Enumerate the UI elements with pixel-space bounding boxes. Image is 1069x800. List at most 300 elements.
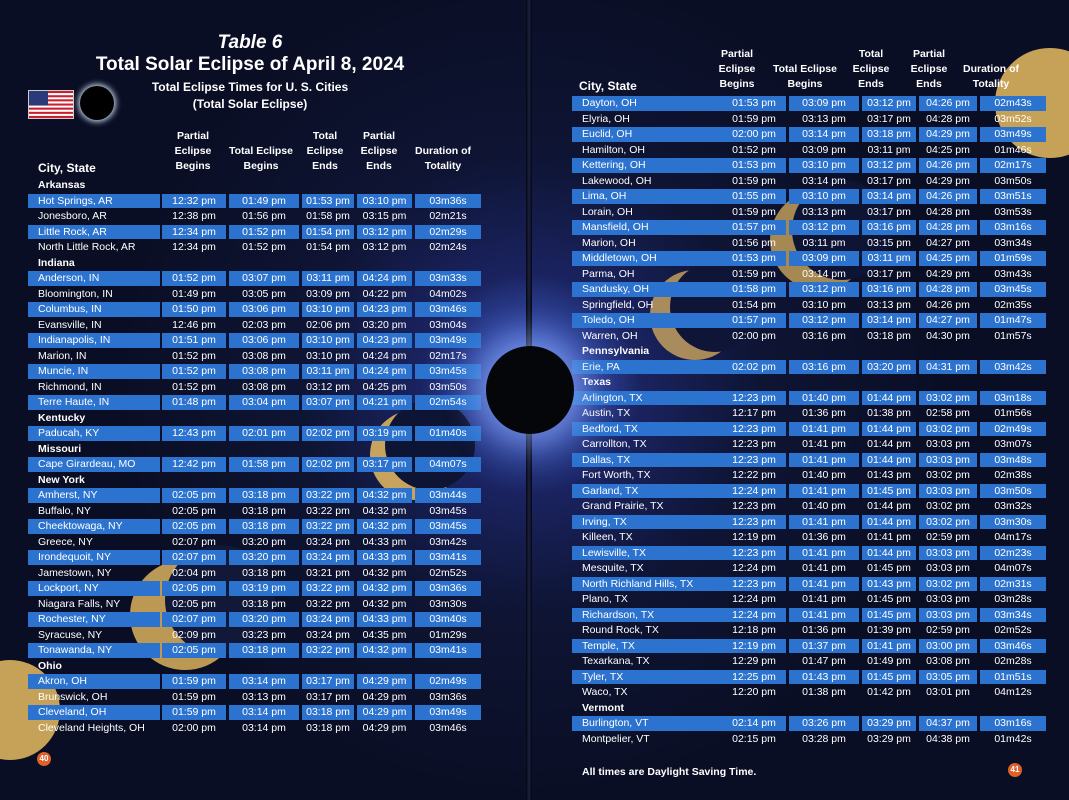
duration: 03m16s xyxy=(980,716,1046,731)
total-end: 03:18 pm xyxy=(302,705,354,720)
partial-begin: 12:23 pm xyxy=(722,422,786,437)
partial-end: 04:28 pm xyxy=(926,112,970,125)
duration: 03m46s xyxy=(415,302,481,317)
partial-begin: 01:59 pm xyxy=(732,112,776,125)
city-name: Greece, NY xyxy=(38,535,93,548)
partial-begin: 01:51 pm xyxy=(162,333,226,348)
city-name: Hot Springs, AR xyxy=(28,194,160,209)
total-begin: 03:09 pm xyxy=(789,251,859,266)
header-col-5: Duration of Totality xyxy=(415,145,471,172)
city-name: Lewisville, TX xyxy=(572,546,722,561)
total-begin: 01:36 pm xyxy=(802,531,846,543)
partial-end: 04:28 pm xyxy=(926,205,970,218)
city-name: Dayton, OH xyxy=(572,96,722,111)
partial-begin: 01:52 pm xyxy=(172,349,216,362)
total-end: 03:16 pm xyxy=(862,220,916,235)
partial-begin: 12:19 pm xyxy=(722,639,786,654)
partial-begin: 12:29 pm xyxy=(732,655,776,667)
city-name: Niagara Falls, NY xyxy=(38,597,121,610)
partial-begin: 02:15 pm xyxy=(732,732,776,745)
duration: 03m36s xyxy=(415,581,481,596)
total-end: 01:43 pm xyxy=(867,469,911,481)
total-begin: 03:12 pm xyxy=(789,220,859,235)
total-end: 03:29 pm xyxy=(862,716,916,731)
total-end: 03:17 pm xyxy=(302,674,354,689)
city-name: Cheektowaga, NY xyxy=(28,519,160,534)
total-begin: 01:40 pm xyxy=(802,469,846,481)
city-name: Marion, OH xyxy=(582,236,636,249)
partial-end: 02:58 pm xyxy=(926,407,970,419)
partial-begin: 01:59 pm xyxy=(732,174,776,187)
partial-begin: 12:18 pm xyxy=(732,624,776,636)
header-col-5: Duration of Totality xyxy=(963,63,1019,90)
total-begin: 01:52 pm xyxy=(229,225,299,240)
total-begin: 01:37 pm xyxy=(789,639,859,654)
total-begin: 03:18 pm xyxy=(229,519,299,534)
city-name: Jonesboro, AR xyxy=(38,210,107,222)
duration: 01m57s xyxy=(994,329,1032,342)
total-end: 01:44 pm xyxy=(862,546,916,561)
partial-begin: 02:05 pm xyxy=(172,597,216,610)
city-name: Austin, TX xyxy=(582,407,631,419)
partial-end: 04:32 pm xyxy=(357,643,412,658)
partial-end: 03:00 pm xyxy=(919,639,977,654)
partial-begin: 01:59 pm xyxy=(162,674,226,689)
city-name: Tyler, TX xyxy=(572,670,722,685)
total-begin: 03:18 pm xyxy=(229,643,299,658)
city-name: Lockport, NY xyxy=(28,581,160,596)
city-name: Warren, OH xyxy=(582,329,638,342)
state-name: Texas xyxy=(582,376,611,388)
duration: 03m30s xyxy=(429,597,467,610)
duration: 03m30s xyxy=(980,515,1046,530)
city-name: Fort Worth, TX xyxy=(582,469,651,481)
duration: 03m49s xyxy=(980,127,1046,142)
total-end: 03:11 pm xyxy=(867,143,911,156)
total-end: 03:12 pm xyxy=(862,96,916,111)
partial-end: 04:32 pm xyxy=(357,488,412,503)
partial-begin: 12:42 pm xyxy=(162,457,226,472)
total-end: 03:24 pm xyxy=(306,535,350,548)
city-name: Carrollton, TX xyxy=(582,438,647,450)
total-end: 01:39 pm xyxy=(867,624,911,636)
partial-end: 04:29 pm xyxy=(919,127,977,142)
duration: 03m50s xyxy=(429,380,467,393)
total-end: 03:22 pm xyxy=(302,519,354,534)
total-begin: 01:41 pm xyxy=(789,546,859,561)
partial-end: 04:22 pm xyxy=(362,287,407,300)
city-name: Dallas, TX xyxy=(572,453,722,468)
total-begin: 03:18 pm xyxy=(242,504,286,517)
partial-begin: 02:07 pm xyxy=(172,535,216,548)
total-begin: 01:56 pm xyxy=(242,210,286,222)
total-end: 03:24 pm xyxy=(302,612,354,627)
total-end: 01:44 pm xyxy=(862,391,916,406)
duration: 03m41s xyxy=(415,643,481,658)
duration: 03m04s xyxy=(429,318,467,331)
partial-end: 03:02 pm xyxy=(926,469,970,481)
city-name: Sandusky, OH xyxy=(572,282,722,297)
duration: 02m43s xyxy=(980,96,1046,111)
partial-begin: 12:23 pm xyxy=(722,577,786,592)
page-number: 41 xyxy=(1008,763,1022,777)
partial-end: 03:03 pm xyxy=(926,562,970,574)
total-begin: 01:47 pm xyxy=(802,655,846,667)
state-name: Pennsylvania xyxy=(582,345,650,357)
total-begin: 03:19 pm xyxy=(229,581,299,596)
city-name: Euclid, OH xyxy=(572,127,722,142)
partial-end: 04:33 pm xyxy=(357,550,412,565)
duration: 01m46s xyxy=(994,143,1032,156)
subtitle-2: (Total Solar Eclipse) xyxy=(192,97,308,111)
total-end: 03:11 pm xyxy=(302,271,354,286)
total-end: 03:10 pm xyxy=(306,349,350,362)
partial-end: 04:29 pm xyxy=(357,674,412,689)
partial-begin: 02:05 pm xyxy=(162,643,226,658)
city-name: Marion, IN xyxy=(38,349,87,362)
partial-end: 03:03 pm xyxy=(919,484,977,499)
partial-end: 03:02 pm xyxy=(919,515,977,530)
city-name: Little Rock, AR xyxy=(28,225,160,240)
duration: 03m45s xyxy=(415,364,481,379)
partial-begin: 01:53 pm xyxy=(722,251,786,266)
total-begin: 03:10 pm xyxy=(789,189,859,204)
partial-end: 04:27 pm xyxy=(926,236,970,249)
partial-begin: 12:23 pm xyxy=(722,453,786,468)
duration: 02m52s xyxy=(429,566,467,579)
total-begin: 03:12 pm xyxy=(789,282,859,297)
duration: 03m16s xyxy=(980,220,1046,235)
total-end: 02:02 pm xyxy=(302,457,354,472)
partial-begin: 12:17 pm xyxy=(732,407,776,419)
partial-end: 04:37 pm xyxy=(919,716,977,731)
partial-end: 04:24 pm xyxy=(357,271,412,286)
partial-begin: 01:50 pm xyxy=(162,302,226,317)
city-name: Evansville, IN xyxy=(38,318,102,331)
partial-end: 04:25 pm xyxy=(362,380,407,393)
eclipse-moon-decoration xyxy=(486,346,574,434)
city-name: North Little Rock, AR xyxy=(38,241,136,253)
city-name: Paducah, KY xyxy=(28,426,160,441)
duration: 03m34s xyxy=(980,608,1046,623)
duration: 01m56s xyxy=(994,407,1032,419)
total-end: 01:38 pm xyxy=(867,407,911,419)
total-begin: 01:40 pm xyxy=(802,500,846,512)
total-end: 03:22 pm xyxy=(302,643,354,658)
subtitle: Total Eclipse Times for U. S. Cities xyxy=(151,80,349,94)
total-end: 03:12 pm xyxy=(306,380,350,393)
duration: 03m43s xyxy=(994,267,1032,280)
total-end: 03:18 pm xyxy=(862,127,916,142)
duration: 03m32s xyxy=(994,500,1032,512)
city-name: Hamilton, OH xyxy=(582,143,646,156)
total-end: 03:11 pm xyxy=(862,251,916,266)
total-begin: 03:09 pm xyxy=(789,96,859,111)
total-begin: 03:14 pm xyxy=(242,721,286,734)
duration: 03m28s xyxy=(994,593,1032,605)
city-name: Waco, TX xyxy=(582,686,628,698)
duration: 02m35s xyxy=(994,298,1032,311)
duration: 03m50s xyxy=(980,484,1046,499)
partial-end: 04:31 pm xyxy=(919,360,977,375)
total-begin: 03:04 pm xyxy=(229,395,299,410)
city-name: Toledo, OH xyxy=(572,313,722,328)
total-end: 03:24 pm xyxy=(306,628,350,641)
total-end: 01:41 pm xyxy=(867,531,911,543)
partial-end: 03:17 pm xyxy=(357,457,412,472)
city-name: Anderson, IN xyxy=(28,271,160,286)
duration: 02m21s xyxy=(429,210,467,222)
city-name: North Richland Hills, TX xyxy=(572,577,722,592)
city-name: Indianapolis, IN xyxy=(28,333,160,348)
duration: 03m46s xyxy=(429,721,467,734)
total-begin: 03:08 pm xyxy=(242,349,286,362)
partial-begin: 01:59 pm xyxy=(732,267,776,280)
total-end: 01:45 pm xyxy=(867,562,911,574)
partial-end: 04:24 pm xyxy=(362,349,407,362)
city-name: Tonawanda, NY xyxy=(28,643,160,658)
total-end: 03:16 pm xyxy=(862,282,916,297)
total-end: 01:54 pm xyxy=(306,241,350,253)
duration: 04m17s xyxy=(994,531,1032,543)
total-begin: 03:14 pm xyxy=(802,267,846,280)
partial-begin: 01:53 pm xyxy=(722,96,786,111)
us-flag-icon xyxy=(28,90,74,119)
header-col-2: Total Eclipse Begins xyxy=(773,63,837,90)
total-end: 01:45 pm xyxy=(862,670,916,685)
partial-begin: 02:04 pm xyxy=(172,566,216,579)
city-name: Buffalo, NY xyxy=(38,504,91,517)
total-end: 01:42 pm xyxy=(867,686,911,698)
partial-end: 04:32 pm xyxy=(362,566,407,579)
total-begin: 03:09 pm xyxy=(802,143,846,156)
duration: 03m33s xyxy=(415,271,481,286)
partial-end: 03:02 pm xyxy=(926,500,970,512)
total-end: 03:20 pm xyxy=(862,360,916,375)
city-name: Parma, OH xyxy=(582,267,635,280)
table-header xyxy=(0,128,500,176)
city-name: Plano, TX xyxy=(582,593,628,605)
city-name: Killeen, TX xyxy=(582,531,633,543)
total-end: 03:14 pm xyxy=(862,313,916,328)
partial-begin: 01:58 pm xyxy=(722,282,786,297)
partial-begin: 02:05 pm xyxy=(162,581,226,596)
page-number: 40 xyxy=(37,752,51,766)
total-end: 03:09 pm xyxy=(306,287,350,300)
header-col-1: Partial Eclipse Begins xyxy=(718,48,756,90)
city-name: Bedford, TX xyxy=(572,422,722,437)
partial-end: 04:27 pm xyxy=(919,313,977,328)
total-end: 01:45 pm xyxy=(862,608,916,623)
total-begin: 01:41 pm xyxy=(789,422,859,437)
partial-end: 03:03 pm xyxy=(919,453,977,468)
partial-end: 02:59 pm xyxy=(926,531,970,543)
total-end: 03:22 pm xyxy=(302,488,354,503)
partial-begin: 01:48 pm xyxy=(162,395,226,410)
total-begin: 03:12 pm xyxy=(789,313,859,328)
partial-begin: 02:05 pm xyxy=(172,504,216,517)
total-begin: 01:36 pm xyxy=(802,407,846,419)
partial-begin: 01:52 pm xyxy=(732,143,776,156)
partial-end: 02:59 pm xyxy=(926,624,970,636)
total-begin: 01:36 pm xyxy=(802,624,846,636)
city-name: Temple, TX xyxy=(572,639,722,654)
total-begin: 03:11 pm xyxy=(802,236,846,249)
duration: 03m41s xyxy=(415,550,481,565)
duration: 01m59s xyxy=(980,251,1046,266)
page-title: Total Solar Eclipse of April 8, 2024 xyxy=(95,54,405,75)
total-begin: 01:40 pm xyxy=(789,391,859,406)
partial-begin: 01:52 pm xyxy=(162,271,226,286)
total-end: 03:17 pm xyxy=(306,690,350,703)
partial-end: 04:29 pm xyxy=(362,690,407,703)
city-name: Montpelier, VT xyxy=(582,732,650,745)
state-name: Vermont xyxy=(582,701,625,714)
total-end: 03:18 pm xyxy=(867,329,911,342)
partial-end: 04:38 pm xyxy=(926,732,970,745)
total-begin: 01:41 pm xyxy=(789,515,859,530)
duration: 04m07s xyxy=(994,562,1032,574)
duration: 02m23s xyxy=(980,546,1046,561)
partial-end: 04:26 pm xyxy=(919,96,977,111)
total-end: 01:45 pm xyxy=(862,484,916,499)
duration: 03m45s xyxy=(415,519,481,534)
city-name: Rochester, NY xyxy=(28,612,160,627)
duration: 01m42s xyxy=(994,732,1032,745)
total-end: 02:06 pm xyxy=(306,318,350,331)
duration: 03m45s xyxy=(429,504,467,517)
partial-end: 04:25 pm xyxy=(919,251,977,266)
footnote: All times are Daylight Saving Time. xyxy=(582,766,757,778)
duration: 02m31s xyxy=(980,577,1046,592)
partial-begin: 02:00 pm xyxy=(722,127,786,142)
total-begin: 03:16 pm xyxy=(789,360,859,375)
partial-end: 04:33 pm xyxy=(362,535,407,548)
total-end: 01:44 pm xyxy=(862,515,916,530)
partial-begin: 12:34 pm xyxy=(172,241,216,253)
duration: 03m18s xyxy=(980,391,1046,406)
header-city-state: City, State xyxy=(579,79,637,93)
duration: 02m29s xyxy=(415,225,481,240)
partial-begin: 12:46 pm xyxy=(172,318,216,331)
city-name: Irondequoit, NY xyxy=(28,550,160,565)
duration: 02m24s xyxy=(429,241,467,253)
partial-end: 03:10 pm xyxy=(357,194,412,209)
header-col-1: Partial Eclipse Begins xyxy=(174,130,212,172)
total-end: 01:44 pm xyxy=(862,453,916,468)
partial-begin: 12:34 pm xyxy=(162,225,226,240)
partial-end: 03:05 pm xyxy=(919,670,977,685)
total-end: 03:24 pm xyxy=(302,550,354,565)
partial-end: 04:35 pm xyxy=(362,628,407,641)
header-col-4: Partial Eclipse Ends xyxy=(360,130,398,172)
partial-end: 04:32 pm xyxy=(357,519,412,534)
left-page xyxy=(0,0,530,800)
partial-begin: 02:07 pm xyxy=(162,550,226,565)
duration: 02m49s xyxy=(980,422,1046,437)
eclipse-icon xyxy=(80,86,114,120)
total-begin: 03:18 pm xyxy=(242,566,286,579)
city-name: Mesquite, TX xyxy=(582,562,644,574)
city-name: Mansfield, OH xyxy=(572,220,722,235)
total-begin: 01:38 pm xyxy=(802,686,846,698)
duration: 04m07s xyxy=(415,457,481,472)
partial-end: 03:03 pm xyxy=(926,593,970,605)
partial-begin: 01:59 pm xyxy=(162,705,226,720)
partial-end: 03:02 pm xyxy=(919,577,977,592)
right-page xyxy=(530,0,1069,800)
partial-begin: 12:23 pm xyxy=(732,438,776,450)
header-city-state: City, State xyxy=(38,161,96,175)
city-name: Grand Prairie, TX xyxy=(582,500,664,512)
duration: 01m40s xyxy=(415,426,481,441)
city-name: Cleveland Heights, OH xyxy=(38,721,145,734)
partial-begin: 01:49 pm xyxy=(172,287,216,300)
total-end: 01:44 pm xyxy=(862,422,916,437)
state-name: Missouri xyxy=(38,442,82,455)
partial-begin: 12:23 pm xyxy=(732,500,776,512)
total-begin: 01:41 pm xyxy=(802,438,846,450)
city-name: Terre Haute, IN xyxy=(28,395,160,410)
total-end: 01:54 pm xyxy=(302,225,354,240)
total-end: 03:29 pm xyxy=(867,732,911,745)
total-end: 02:02 pm xyxy=(302,426,354,441)
partial-begin: 12:25 pm xyxy=(722,670,786,685)
city-name: Springfield, OH xyxy=(582,298,654,311)
duration: 02m49s xyxy=(415,674,481,689)
city-name: Lima, OH xyxy=(572,189,722,204)
city-name: Middletown, OH xyxy=(572,251,722,266)
total-end: 01:49 pm xyxy=(867,655,911,667)
total-end: 03:21 pm xyxy=(306,566,350,579)
partial-end: 04:29 pm xyxy=(926,267,970,280)
city-name: Round Rock, TX xyxy=(582,624,659,636)
duration: 03m52s xyxy=(994,112,1032,125)
partial-begin: 02:05 pm xyxy=(162,519,226,534)
city-name: Erie, PA xyxy=(572,360,722,375)
total-begin: 03:13 pm xyxy=(802,112,846,125)
total-end: 03:22 pm xyxy=(306,597,350,610)
duration: 03m45s xyxy=(980,282,1046,297)
total-end: 03:07 pm xyxy=(302,395,354,410)
total-begin: 01:41 pm xyxy=(802,562,846,574)
city-name: Lakewood, OH xyxy=(582,174,652,187)
total-end: 03:22 pm xyxy=(306,504,350,517)
partial-begin: 01:54 pm xyxy=(732,298,776,311)
header-col-3: Total Eclipse Ends xyxy=(852,48,890,90)
city-name: Akron, OH xyxy=(28,674,160,689)
total-begin: 01:52 pm xyxy=(242,241,286,253)
partial-end: 04:23 pm xyxy=(357,302,412,317)
total-end: 03:10 pm xyxy=(302,333,354,348)
partial-end: 03:08 pm xyxy=(926,655,970,667)
duration: 02m52s xyxy=(994,624,1032,636)
partial-end: 04:32 pm xyxy=(362,597,407,610)
total-begin: 03:10 pm xyxy=(802,298,846,311)
duration: 03m46s xyxy=(980,639,1046,654)
duration: 01m29s xyxy=(429,628,467,641)
city-name: Cape Girardeau, MO xyxy=(28,457,160,472)
total-begin: 03:13 pm xyxy=(242,690,286,703)
total-begin: 03:08 pm xyxy=(242,380,286,393)
total-begin: 03:18 pm xyxy=(229,488,299,503)
total-begin: 03:16 pm xyxy=(802,329,846,342)
total-begin: 03:14 pm xyxy=(802,174,846,187)
city-name: Burlington, VT xyxy=(572,716,722,731)
state-name: Kentucky xyxy=(38,411,86,424)
total-end: 03:12 pm xyxy=(862,158,916,173)
total-end: 01:58 pm xyxy=(306,210,350,222)
